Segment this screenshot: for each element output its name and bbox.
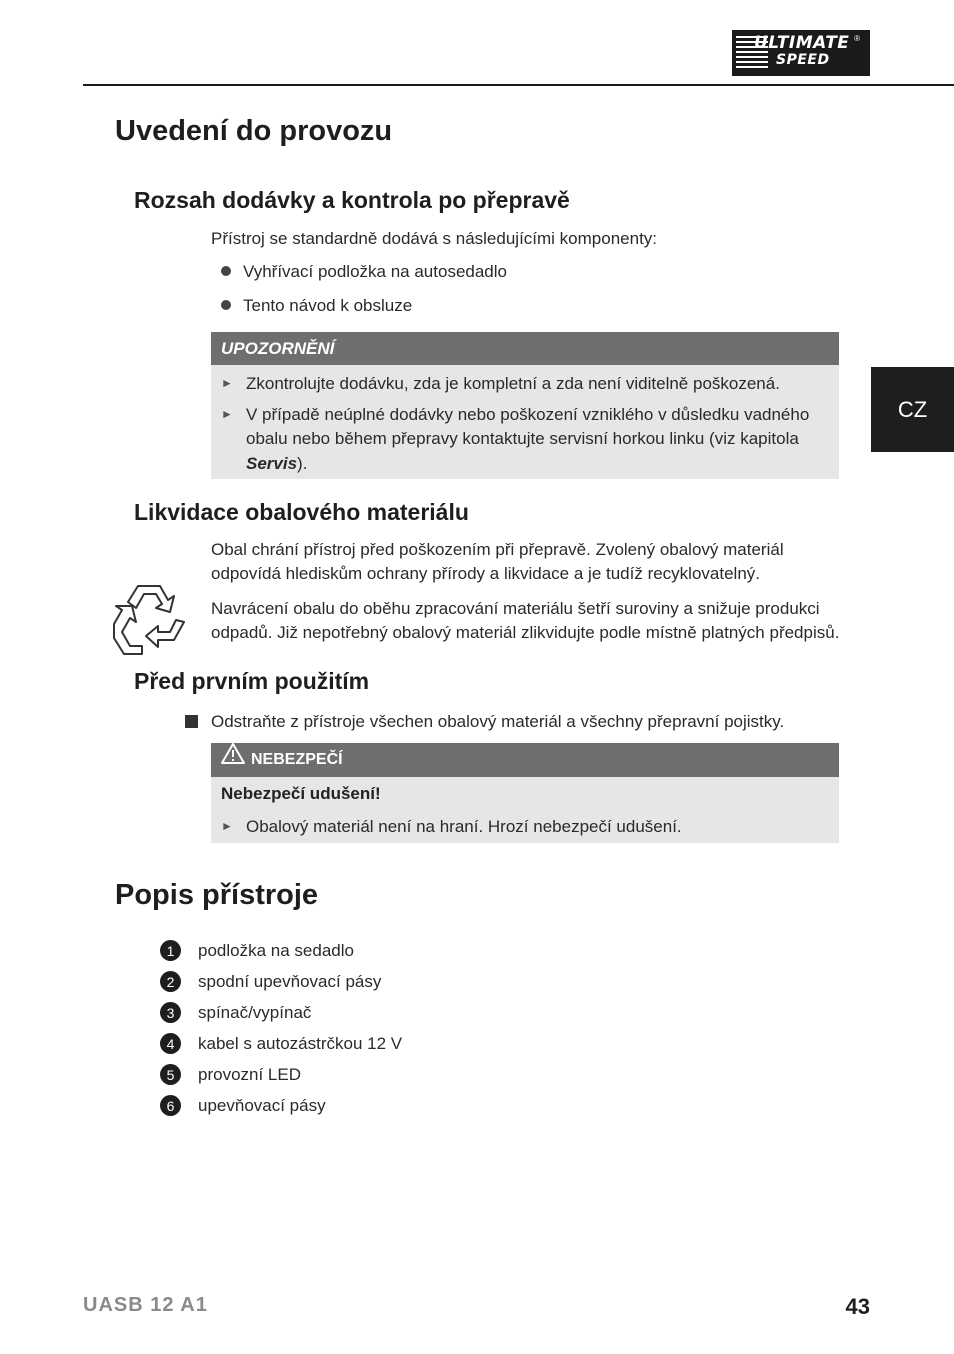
notice-heading: UPOZORNĚNÍ <box>211 332 839 365</box>
language-tab: CZ <box>871 367 954 452</box>
servis-reference-end: ). <box>297 454 308 473</box>
notice-heading-danger <box>211 743 839 777</box>
recycle-icon <box>108 580 190 658</box>
notice1-item-2-line2: obalu nebo během přepravy kontaktujte servisní horkou linku (viz kapitola <box>246 429 799 448</box>
pred-item: Odstraňte z přístroje všechen obalový materiál a všechny přepravní pojistky. <box>211 712 785 731</box>
footer-page-number: 43 <box>845 1294 870 1319</box>
bullet-square <box>185 715 198 728</box>
rozsah-intro: Přístroj se standardně dodává s následujícími komponenty: <box>211 229 658 248</box>
arrow-icon: ► <box>221 407 233 421</box>
part-number-badge: 4 <box>160 1033 181 1054</box>
notice1-item-2-line1: V případě neúplné dodávky nebo poškození vzniklého v důsledku vadného <box>246 405 810 424</box>
likvidace-p2-line2: odpadů. Již nepotřebný obalový materiál zlikvidujte podle místně platných předpisů. <box>211 623 840 642</box>
part-label: provozní LED <box>198 1065 301 1084</box>
subsection-title-likvidace: Likvidace obalového materiálu <box>134 499 469 525</box>
part-number-badge: 2 <box>160 971 181 992</box>
rozsah-item-1: Vyhřívací podložka na autosedadlo <box>243 262 507 281</box>
header-rule <box>83 84 954 86</box>
likvidace-p1-line2: odpovídá hlediskům ochrany přírody a likvidace a je tudíž recyklovatelný. <box>211 564 761 583</box>
section-title-popis: Popis přístroje <box>115 879 319 911</box>
notice1-item-2-line3 <box>246 451 307 476</box>
part-label: spodní upevňovací pásy <box>198 972 382 991</box>
notice2-item: Obalový materiál není na hraní. Hrozí nebezpečí udušení. <box>246 817 682 836</box>
arrow-icon: ► <box>221 376 233 390</box>
bullet-dot <box>221 300 231 310</box>
notice2-subheading: Nebezpečí udušení! <box>221 784 381 803</box>
subsection-title-rozsah: Rozsah dodávky a kontrola po přepravě <box>134 187 570 213</box>
logo-text-line2: SPEED <box>776 52 830 68</box>
rozsah-item-2: Tento návod k obsluze <box>243 296 413 315</box>
section-title-uvedeni: Uvedení do provozu <box>115 115 393 147</box>
part-number-badge: 6 <box>160 1095 181 1116</box>
logo-registered-mark: ® <box>854 34 860 43</box>
subsection-title-pred: Před prvním použitím <box>134 668 370 694</box>
warning-triangle-icon <box>221 743 245 777</box>
notice-heading-label: NEBEZPEČÍ <box>251 751 343 768</box>
logo-text-line1: ULTIMATE <box>754 33 850 53</box>
bullet-dot <box>221 266 231 276</box>
part-label: spínač/vypínač <box>198 1003 312 1022</box>
likvidace-p2-line1: Navrácení obalu do oběhu zpracování materiálu šetří suroviny a snižuje produkci <box>211 599 820 618</box>
part-number-badge: 3 <box>160 1002 181 1023</box>
part-number-badge: 5 <box>160 1064 181 1085</box>
footer-model-number: UASB 12 A1 <box>83 1294 208 1316</box>
part-label: podložka na sedadlo <box>198 941 354 960</box>
notice1-item-1: Zkontrolujte dodávku, zda je kompletní a zda není viditelně poškozená. <box>246 374 780 393</box>
servis-reference: Servis <box>246 454 298 473</box>
part-label: upevňovací pásy <box>198 1096 326 1115</box>
part-number-badge: 1 <box>160 940 181 961</box>
arrow-icon: ► <box>221 819 233 833</box>
likvidace-p1-line1: Obal chrání přístroj před poškozením při přepravě. Zvolený obalový materiál <box>211 540 784 559</box>
part-label: kabel s autozástrčkou 12 V <box>198 1034 403 1053</box>
brand-logo <box>732 30 870 76</box>
